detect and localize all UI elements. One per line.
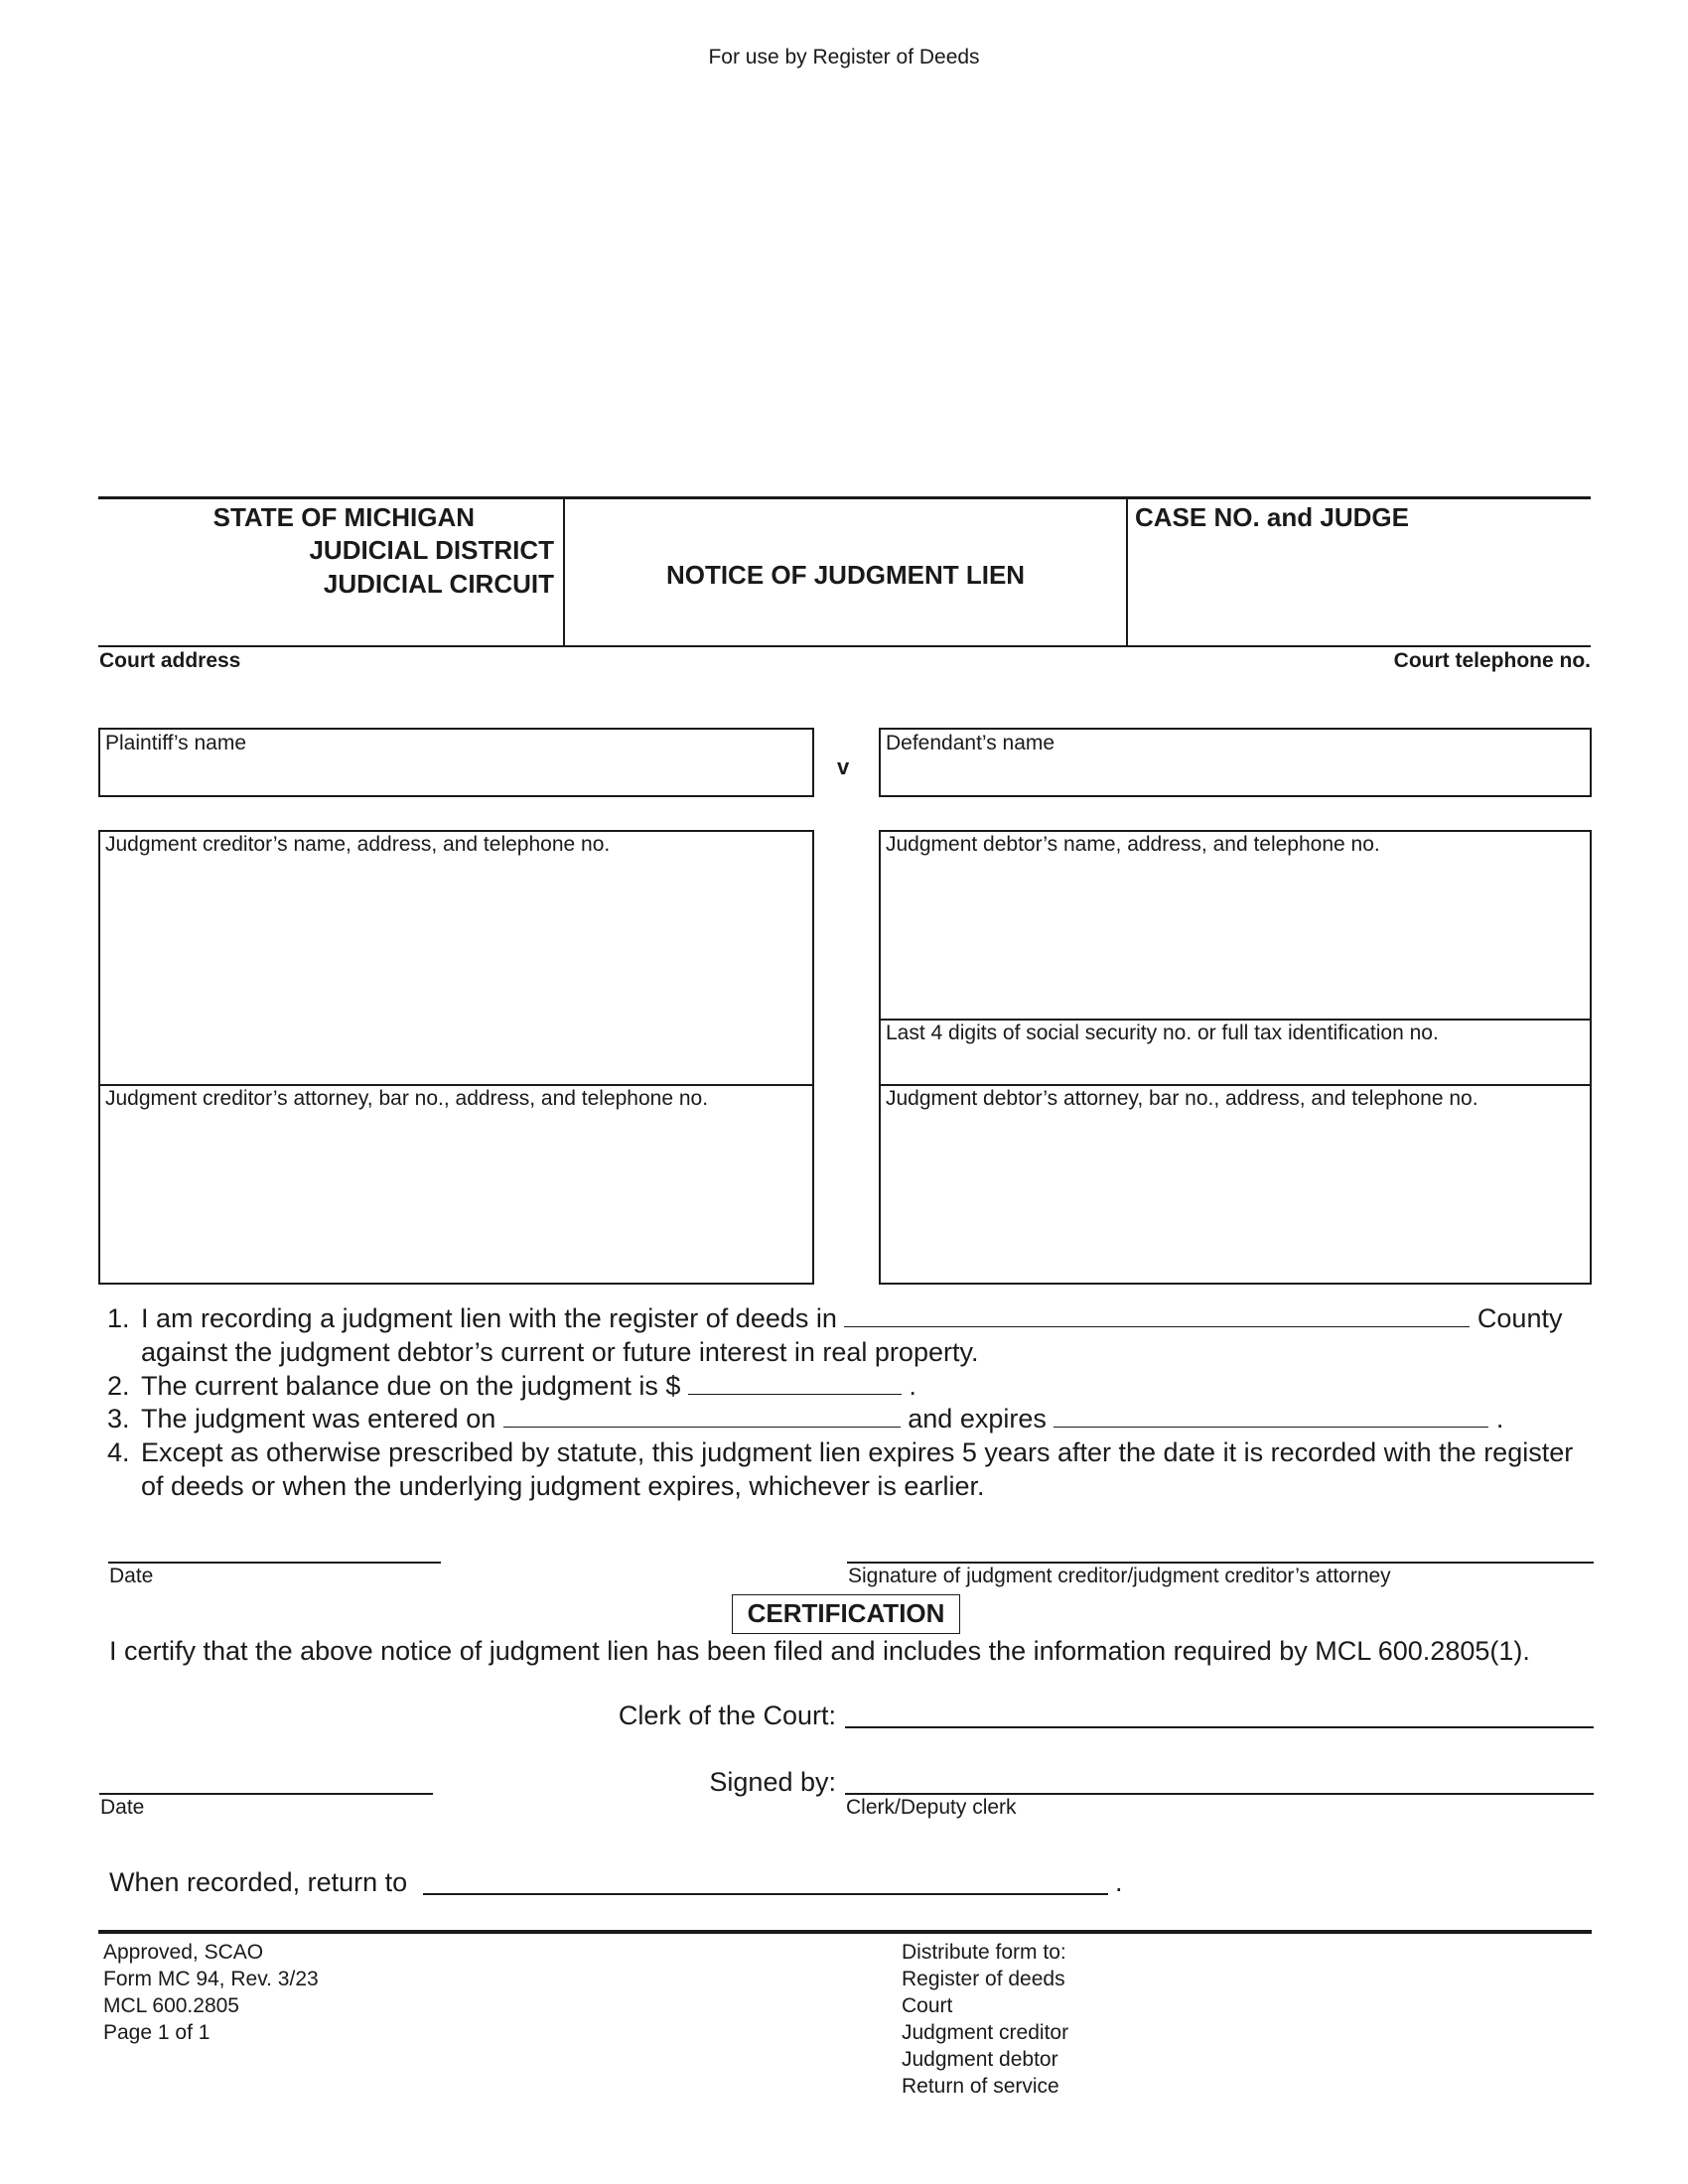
statement-2 <box>107 1369 916 1403</box>
return-to-label: When recorded, return to <box>109 1867 408 1897</box>
footer-form-number: Form MC 94, Rev. 3/23 <box>103 1968 319 1990</box>
statement-3-number: 3. <box>107 1404 130 1433</box>
debtor-attorney-field[interactable] <box>881 1086 1590 1283</box>
clerk-of-court-line[interactable] <box>845 1726 1594 1728</box>
distribute-court: Court <box>902 1994 953 2017</box>
certification-date-label: Date <box>100 1796 145 1819</box>
date-label: Date <box>109 1565 154 1587</box>
creditor-attorney-field[interactable] <box>100 1086 812 1283</box>
statement-2-number: 2. <box>107 1371 130 1401</box>
footer-page: Page 1 of 1 <box>103 2021 211 2044</box>
statement-4-number: 4. <box>107 1437 130 1467</box>
state-label: STATE OF MICHIGAN <box>212 502 475 532</box>
return-to-line[interactable] <box>423 1893 1108 1895</box>
versus-label: v <box>837 754 850 779</box>
footer-mcl: MCL 600.2805 <box>103 1994 239 2017</box>
header-bottom-rule <box>98 645 1591 647</box>
statement-2-text: The current balance due on the judgment is $ <box>141 1371 681 1401</box>
header-divider-right <box>1126 496 1128 647</box>
signature-label: Signature of judgment creditor/judgment creditor’s attorney <box>848 1565 1391 1587</box>
footer-approved: Approved, SCAO <box>103 1941 264 1964</box>
distribute-creditor: Judgment creditor <box>902 2021 1069 2044</box>
statement-3 <box>107 1402 1503 1435</box>
expires-label: and expires <box>908 1404 1047 1433</box>
debtor-attorney-label: Judgment debtor’s attorney, bar no., address, and telephone no. <box>886 1087 1478 1110</box>
debtor-ssn-label: Last 4 digits of social security no. or full tax identification no. <box>886 1022 1439 1044</box>
defendant-name-label: Defendant’s name <box>886 732 1055 754</box>
defendant-name-field[interactable] <box>879 728 1592 797</box>
distribute-service: Return of service <box>902 2075 1059 2098</box>
signed-by-label: Signed by: <box>709 1767 836 1797</box>
statement-4-text: Except as otherwise prescribed by statute, this judgment lien expires 5 years after the date it is recorded with the register <box>141 1437 1574 1467</box>
clerk-of-court-label: Clerk of the Court: <box>618 1701 836 1730</box>
date-line[interactable] <box>108 1562 441 1564</box>
court-telephone-label: Court telephone no. <box>1393 649 1591 672</box>
case-number-label: CASE NO. and JUDGE <box>1135 502 1409 532</box>
header-top-rule <box>98 496 1591 499</box>
debtor-info-field[interactable] <box>881 832 1590 1019</box>
statement-1-number: 1. <box>107 1303 130 1333</box>
expiration-date-field[interactable] <box>1054 1405 1488 1428</box>
balance-field[interactable] <box>688 1372 902 1395</box>
entered-date-field[interactable] <box>503 1405 901 1428</box>
court-address-label: Court address <box>99 649 241 672</box>
statement-3-text: The judgment was entered on <box>141 1404 496 1433</box>
certification-text: I certify that the above notice of judgment lien has been filed and includes the information required by MCL 600.2805(1). <box>109 1636 1530 1666</box>
county-field[interactable] <box>844 1304 1470 1327</box>
statement-4-continuation: of deeds or when the underlying judgment expires, whichever is earlier. <box>141 1471 985 1501</box>
register-note: For use by Register of Deeds <box>708 46 980 68</box>
signature-line[interactable] <box>847 1562 1594 1564</box>
footer-rule <box>98 1930 1592 1934</box>
judicial-circuit-label: JUDICIAL CIRCUIT <box>323 569 554 599</box>
case-number-field[interactable] <box>1132 541 1579 635</box>
statement-3-period: . <box>1495 1404 1504 1433</box>
distribute-title: Distribute form to: <box>902 1941 1066 1964</box>
signed-by-line[interactable] <box>845 1793 1594 1795</box>
creditor-label: Judgment creditor’s name, address, and telephone no. <box>105 833 611 856</box>
creditor-info-field[interactable] <box>100 832 812 1084</box>
distribute-register: Register of deeds <box>902 1968 1065 1990</box>
debtor-label: Judgment debtor’s name, address, and telephone no. <box>886 833 1380 856</box>
judicial-district-label: JUDICIAL DISTRICT <box>309 535 554 565</box>
distribute-debtor: Judgment debtor <box>902 2048 1058 2071</box>
statement-1 <box>107 1301 1592 1335</box>
plaintiff-name-label: Plaintiff’s name <box>105 732 247 754</box>
form-title: NOTICE OF JUDGMENT LIEN <box>665 560 1026 590</box>
statement-4 <box>107 1435 1573 1469</box>
plaintiff-name-field[interactable] <box>98 728 814 797</box>
county-label: County <box>1477 1303 1563 1333</box>
deputy-clerk-label: Clerk/Deputy clerk <box>846 1796 1017 1819</box>
creditor-attorney-label: Judgment creditor’s attorney, bar no., address, and telephone no. <box>105 1087 709 1110</box>
return-to-period: . <box>1115 1867 1123 1897</box>
certification-heading: CERTIFICATION <box>732 1594 960 1634</box>
debtor-ssn-field[interactable] <box>881 1021 1590 1084</box>
certification-date-line[interactable] <box>99 1793 433 1795</box>
statement-2-period: . <box>909 1371 916 1401</box>
statement-1-continuation: against the judgment debtor’s current or future interest in real property. <box>141 1337 979 1367</box>
statement-1-text: I am recording a judgment lien with the register of deeds in <box>141 1303 837 1333</box>
